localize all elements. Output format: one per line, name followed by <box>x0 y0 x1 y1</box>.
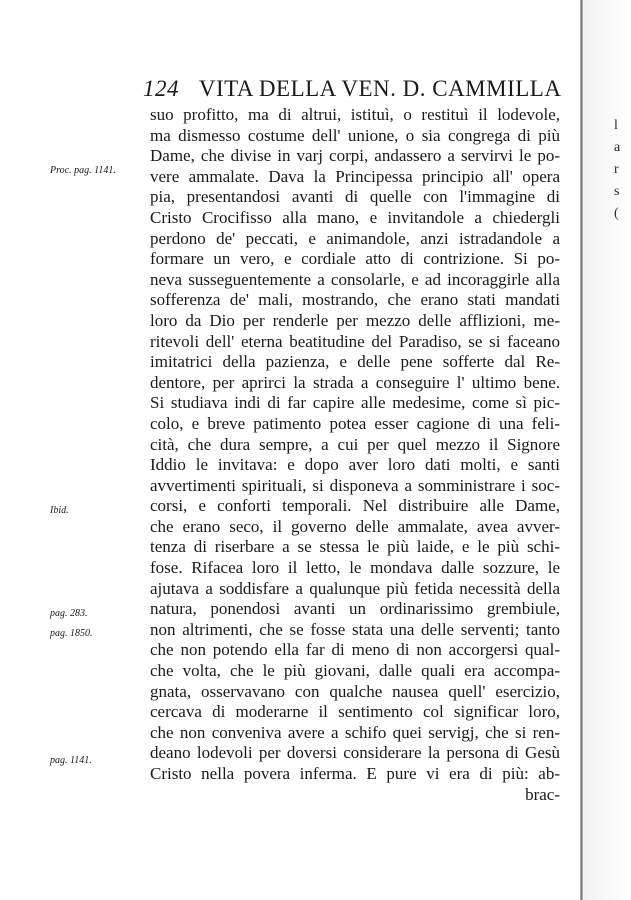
text-line: vere ammalate. Dava la Principessa principio all' opera <box>150 166 560 186</box>
text-line: Cristo Crocifisso alla mano, e invitandole a chiedergli <box>150 207 560 227</box>
facing-page-fragment: s <box>614 184 620 199</box>
margin-note: pag. 1850. <box>50 628 93 639</box>
text-line: gnata, osservavano con qualche nausea quell' esercizio, <box>150 681 560 701</box>
margin-note: pag. 283. <box>50 608 88 619</box>
text-line: che volta, che le più giovani, dalle quali era accompa- <box>150 661 560 681</box>
running-title: VITA DELLA VEN. D. CAMMILLA <box>198 76 562 101</box>
text-line: deano lodevoli per doversi considerare la persona di Gesù <box>150 743 560 763</box>
text-line: ajutava a soddisfare a qualunque più fetida necessità della <box>150 578 560 598</box>
text-line: formare un vero, e cordiale atto di contrizione. Si po- <box>150 249 560 269</box>
text-line: neva susseguentemente a consolarle, e ad incoraggirle alla <box>150 269 560 289</box>
text-line: sofferenza de' mali, mostrando, che erano stati mandati <box>150 290 560 310</box>
catchword: brac- <box>525 784 560 804</box>
running-header <box>143 76 562 102</box>
text-line: cercava di moderarne il sentimento col significar loro, <box>150 702 560 722</box>
text-line: avvertimenti spirituali, si disponeva a somministrare i soc- <box>150 475 560 495</box>
text-line: tenza di riserbare a se stessa le più laide, e le più schi- <box>150 537 560 557</box>
text-line: natura, ponendosi avanti un ordinarissimo grembiule, <box>150 599 560 619</box>
text-line: cità, che dura sempre, a cui per quel mezzo il Signore <box>150 434 560 454</box>
text-line: colo, e breve patimento potea esser cagione di una feli- <box>150 413 560 433</box>
text-line: fose. Rifacea loro il letto, le mondava dalle sozzure, le <box>150 558 560 578</box>
body-text <box>150 105 560 805</box>
text-line: che non conveniva avere a schifo quei servigj, che si ren- <box>150 722 560 742</box>
text-line: dentore, per aprirci la strada a conseguire l' ultimo bene. <box>150 372 560 392</box>
margin-note: Ibid. <box>50 505 69 516</box>
text-line: Cristo nella povera inferma. E pure vi era di più: ab- <box>150 764 560 783</box>
facing-page-edge <box>583 0 631 900</box>
text-line: Si studiava indi di far capire alle medesime, come sì pic- <box>150 393 560 413</box>
margin-note: Proc. pag. 1141. <box>50 165 116 176</box>
text-line: perdono de' peccati, e animandole, anzi istradandole a <box>150 228 560 248</box>
text-line: che erano seco, il governo delle ammalate, avea avver- <box>150 516 560 536</box>
text-line: pia, presentandosi avanti di quelle con l'immagine di <box>150 187 560 207</box>
margin-note: pag. 1141. <box>50 755 92 766</box>
text-line: ma dismesso costume dell' unione, o sia congrega di più <box>150 125 560 145</box>
text-line: ritevoli dell' eterna beatitudine del Paradiso, se si faceano <box>150 331 560 351</box>
text-line: imitatrici della pazienza, e delle pene sofferte dal Re- <box>150 352 560 372</box>
facing-page-fragment: a <box>614 140 621 155</box>
text-line: Dame, che divise in varj corpi, andassero a servirvi le po- <box>150 146 560 166</box>
text-line: loro da Dio per renderle per mezzo delle afflizioni, me- <box>150 310 560 330</box>
facing-page-fragment: r <box>614 162 619 177</box>
text-line: non altrimenti, che se fosse stata una delle serventi; tanto <box>150 619 560 639</box>
page-number: 124 <box>143 76 179 101</box>
facing-page-fragment: l <box>614 118 618 133</box>
text-line: corsi, e conforti temporali. Nel distribuire alle Dame, <box>150 496 560 516</box>
text-line: suo profitto, ma di altrui, istituì, o restituì il lodevole, <box>150 105 560 124</box>
text-line: Iddio le invitava: e dopo aver loro dati molti, e santi <box>150 455 560 475</box>
facing-page-fragment: ( <box>614 206 619 221</box>
text-line: che non potendo ella far di meno di non accorgersi qual- <box>150 640 560 660</box>
